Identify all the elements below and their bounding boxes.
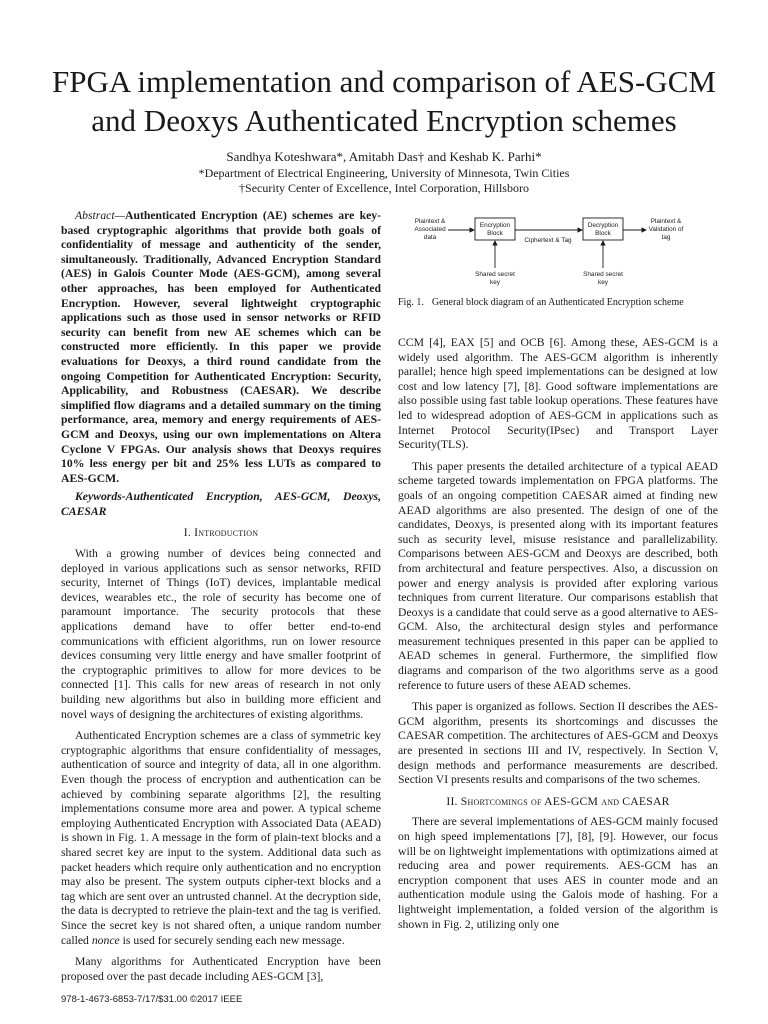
output-label-3: tag	[661, 234, 671, 241]
figure-1-caption	[398, 297, 728, 308]
abstract	[61, 209, 381, 486]
figure-1-label: Fig. 1.	[398, 297, 424, 308]
intro-paragraph-1: With a growing number of devices being connected and deployed in various applications such as sensor networks, RFID security, Internet of Things (IoT) devices, implantable medical devices, wearables etc., the role of security has become one of paramount importance. The security protocols that these applications demand have to offer better end-to-end communications with efficient algorithms, run on lower resource devices consuming very little energy and have smaller footprint of the cryptographic primitives to allow for more devices to be connected [1]. This calls for new areas of research in not only building new algorithms but also in building more efficient and novel ways of designing the architectures of existing algorithms.	[61, 547, 381, 721]
input-label-3: data	[423, 234, 437, 241]
title-line-2: and Deoxys Authenticated Encryption schemes	[91, 103, 677, 138]
keywords: Keywords-Authenticated Encryption, AES-GCM, Deoxys, CAESAR	[61, 490, 381, 518]
decryption-label-2: Block	[595, 230, 611, 237]
figure-1-diagram	[398, 212, 728, 292]
paper-title	[0, 62, 768, 140]
left-column	[61, 209, 381, 991]
affiliation-2: †Security Center of Excellence, Intel Corporation, Hillsboro	[239, 181, 529, 195]
section-heading-introduction: I. Introduction	[183, 526, 259, 540]
title-line-1: FPGA implementation and comparison of AES-GCM	[52, 64, 716, 99]
intro-paragraph-4: This paper presents the detailed architecture of a typical AEAD scheme targeted towards implementation on FPGA platforms. The goals of an ongoing competition CAESAR aimed at finding new AEAD algorithms are also presented. The design of one of the candidates, Deoxys, is presented along with its important features such as security level, misuse resistance and parallelizability. Comparisons between AES-GCM and Deoxys are described, both from architectural and feature perspectives. Also, a discussion on power and energy analysis is provided after exploring various techniques from current literature. Our comparisons establish that Deoxys is a candidate that could serve as a good alternative to AES-GCM. Also, the architectural design styles and performance measurement techniques presented in this paper can be applied to AEAD schemes in general. Furthermore, the simplified flow diagrams and comparison of the two algorithms serve as a good reference to future users of these AEAD schemes.	[398, 459, 718, 692]
section-heading-shortcomings: II. Shortcomings of AES-GCM and CAESAR	[446, 794, 670, 808]
nonce-term: nonce	[91, 933, 120, 947]
intro-paragraph-5: This paper is organized as follows. Section II describes the AES-GCM algorithm, presents its shortcomings and discusses the CAESAR competition. The architectures of AES-GCM and Deoxys are presented in sections III and IV, respectively. In Section V, design methods and performance measurements are described. Section VI presents results and comparisons of the two schemes.	[398, 700, 718, 787]
intro-paragraph-3-continued: CCM [4], EAX [5] and OCB [6]. Among these, AES-GCM is a widely used algorithm. The AES-GCM algorithm is inherently parallel; hence high speed implementations can be designed at low cost and low latency [7], [8]. Good software implementations are also possible using fast table lookup operations. These features have led to widespread adoption of AES-GCM in applications such as Internet Protocol Security(IPsec) and Transport Layer Security(TLS).	[398, 336, 718, 452]
key-label-decryption-2: key	[598, 279, 608, 286]
intro-paragraph-2: Authenticated Encryption schemes are a class of symmetric key cryptographic algorithms that ensure confidentiality of messages, authentication of source and integrity of data, all in one algorithm. Even though the process of encryption and authentication can be achieved by combining separate algorithms [2], the resulting implementations consume more area and power. A typical scheme employing Authenticated Encryption with Associated Data (AEAD) is shown in Fig. 1. A message in the form of plain-text blocks and a shared secret key are input to the system. Additional data such as packet headers which require only authentication and no encryption may also be present. The system outputs cipher-text blocks and a tag which are sent over an untrusted channel. At the decryption side, the data is decrypted to retrieve the plain-text and the tag is verified. Since the secret key is not shared often, a unique random number called nonce is used for securely sending each new message.	[61, 729, 381, 947]
output-label-2: Validation of	[648, 226, 684, 233]
input-label-2: Associated	[414, 226, 446, 233]
encryption-label-1: Encryption	[479, 222, 511, 229]
output-label-1: Plaintext &	[650, 218, 682, 225]
input-label-1: Plaintext &	[414, 218, 446, 225]
ae-block-diagram	[398, 212, 728, 292]
author-list: Sandhya Koteshwara*, Amitabh Das† and Keshab K. Parhi*	[226, 149, 542, 164]
abstract-lead: Abstract—	[75, 209, 125, 222]
key-label-encryption-1: Shared secret	[475, 271, 515, 278]
key-label-decryption-1: Shared secret	[583, 271, 623, 278]
section2-paragraph-1: There are several implementations of AES-GCM mainly focused on high speed implementations [7], [8], [9]. However, our focus will be on lightweight implementations with optimizations aimed at reducing area and power requirements. AES-GCM has an encryption component that uses AES in counter mode and an authentication module using the Galois mode of hashing. For a lightweight implementation, a folded version of the algorithm is shown in Fig. 2, utilizing only one	[398, 815, 718, 931]
intro-paragraph-3: Many algorithms for Authenticated Encryption have been proposed over the past decade including AES-GCM [3],	[61, 955, 381, 983]
copyright-footer: 978-1-4673-6853-7/17/$31.00 ©2017 IEEE	[61, 994, 243, 1005]
encryption-label-2: Block	[487, 230, 503, 237]
right-column	[398, 336, 718, 939]
figure-1-caption-text: General block diagram of an Authenticated Encryption scheme	[431, 297, 684, 308]
channel-label: Ciphertext & Tag	[524, 237, 572, 244]
affiliation-1: *Department of Electrical Engineering, University of Minnesota, Twin Cities	[198, 166, 570, 180]
abstract-text: Authenticated Encryption (AE) schemes are key-based cryptographic algorithms that provide both goals of confidentiality of message and authenticity of the sender, simultaneously. Traditionally, Advanced Encryption Standard (AES) in Galois Counter Mode (AES-GCM), among several other approaches, has been employed for Authenticated Encryption. However, several lightweight cryptographic applications such as those used in sensor networks or RFID security can benefit from new AE schemes which can be constructed more efficiently. In this paper we provide evaluations for Deoxys, a third round candidate from the ongoing Competition for Authenticated Encryption: Security, Applicability, and Robustness (CAESAR). We describe simplified flow diagrams and a detailed summary on the timing performance, area, memory and energy requirements of AES-GCM and Deoxys, using our own implementations on Altera Cyclone V FPGAs. Our analysis shows that Deoxys requires 10% less energy per bit and 25% less LUTs as compared to AES-GCM.	[61, 209, 381, 485]
key-label-encryption-2: key	[490, 279, 500, 286]
decryption-label-1: Decryption	[587, 222, 619, 229]
